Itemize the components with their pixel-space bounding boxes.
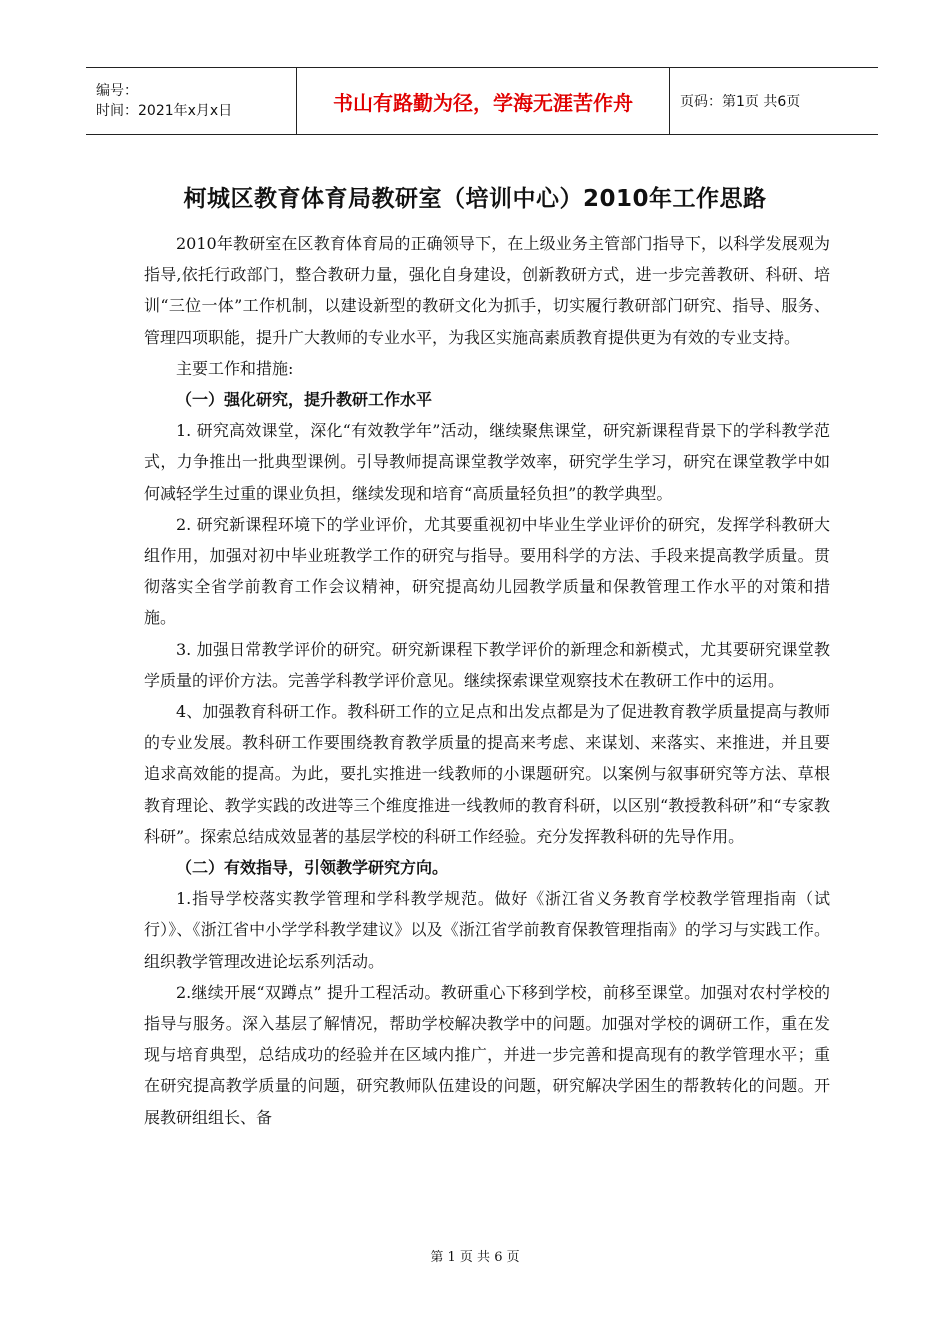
serial-label: 编号：: [96, 83, 138, 99]
section-1-item-1: 1. 研究高效课堂，深化“有效教学年”活动，继续聚焦课堂，研究新课程背景下的学科教学范式，力争推出一批典型课例。引导教师提高课堂教学效率，研究学生学习，研究在课堂教学中如何减轻学生过重的课业负担，继续发现和培育“高质量轻负担”的教学典型。: [144, 421, 830, 503]
section-1-item-4: 4、加强教育科研工作。教科研工作的立足点和出发点都是为了促进教育教学质量提高与教师的专业发展。教科研工作要围绕教育教学质量的提高来考虑、来谋划、来落实、来推进，并且要追求高效能的提高。为此，要扎实推进一线教师的小课题研究。以案例与叙事研究等方法、草根教育理论、教学实践的改进等三个维度推进一线教师的教育科研，以区别“教授教科研”和“专家教科研”。探索总结成效显著的基层学校的科研工作经验。充分发挥教科研的先导作用。: [144, 702, 830, 846]
header-meta: [86, 68, 297, 135]
page-footer: 第 1 页 共 6 页: [430, 1250, 520, 1265]
section-2-item-2: 2.继续开展“双蹲点” 提升工程活动。教研重心下移到学校，前移至课堂。加强对农村学校的指导与服务。深入基层了解情况，帮助学校解决教学中的问题。加强对学校的调研工作，重在发现与培育典型，总结成功的经验并在区域内推广，并进一步完善和提高现有的教学管理水平；重在研究提高教学质量的问题，研究教师队伍建设的问题，研究解决学困生的帮教转化的问题。开展教研组组长、备: [144, 982, 830, 1127]
section-2-heading: （二）有效指导，引领教学研究方向。: [176, 858, 449, 878]
main-tasks-label: 主要工作和措施:: [176, 358, 294, 378]
time-label: 时间：2021年x月x日: [96, 103, 233, 119]
document-body: [144, 228, 830, 1133]
intro-paragraph: 2010年教研室在区教育体育局的正确领导下，在上级业务主管部门指导下，以科学发展观为指导,依托行政部门，整合教研力量，强化自身建设，创新教研方式，进一步完善教研、科研、培训“三位一体”工作机制，以建设新型的教研文化为抓手，切实履行教研部门研究、指导、服务、管理四项职能，提升广大教师的专业水平，为我区实施高素质教育提供更为有效的专业支持。: [144, 234, 830, 347]
document-title: 柯城区教育体育局教研室（培训中心）2010年工作思路: [183, 186, 767, 212]
header-page-info: 页码：第1页 共6页: [670, 68, 879, 135]
section-1-item-2: 2. 研究新课程环境下的学业评价，尤其要重视初中毕业生学业评价的研究，发挥学科教研大组作用，加强对初中毕业班教学工作的研究与指导。要用科学的方法、手段来提高教学质量。贯彻落实全省学前教育工作会议精神，研究提高幼儿园教学质量和保教管理工作水平的对策和措施。: [144, 514, 830, 628]
section-2-item-1: 1.指导学校落实教学管理和学科教学规范。做好《浙江省义务教育学校教学管理指南（试行）》、《浙江省中小学学科教学建议》以及《浙江省学前教育保教管理指南》的学习与实践工作。组织教学管理改进论坛系列活动。: [144, 889, 830, 971]
section-1-heading: （一）强化研究，提升教研工作水平: [176, 390, 433, 410]
header-motto: 书山有路勤为径，学海无涯苦作舟: [297, 68, 670, 135]
document-header: [86, 67, 878, 135]
section-1-item-3: 3. 加强日常教学评价的研究。研究新课程下教学评价的新理念和新模式，尤其要研究课堂教学质量的评价方法。完善学科教学评价意见。继续探索课堂观察技术在教研工作中的运用。: [144, 639, 830, 690]
